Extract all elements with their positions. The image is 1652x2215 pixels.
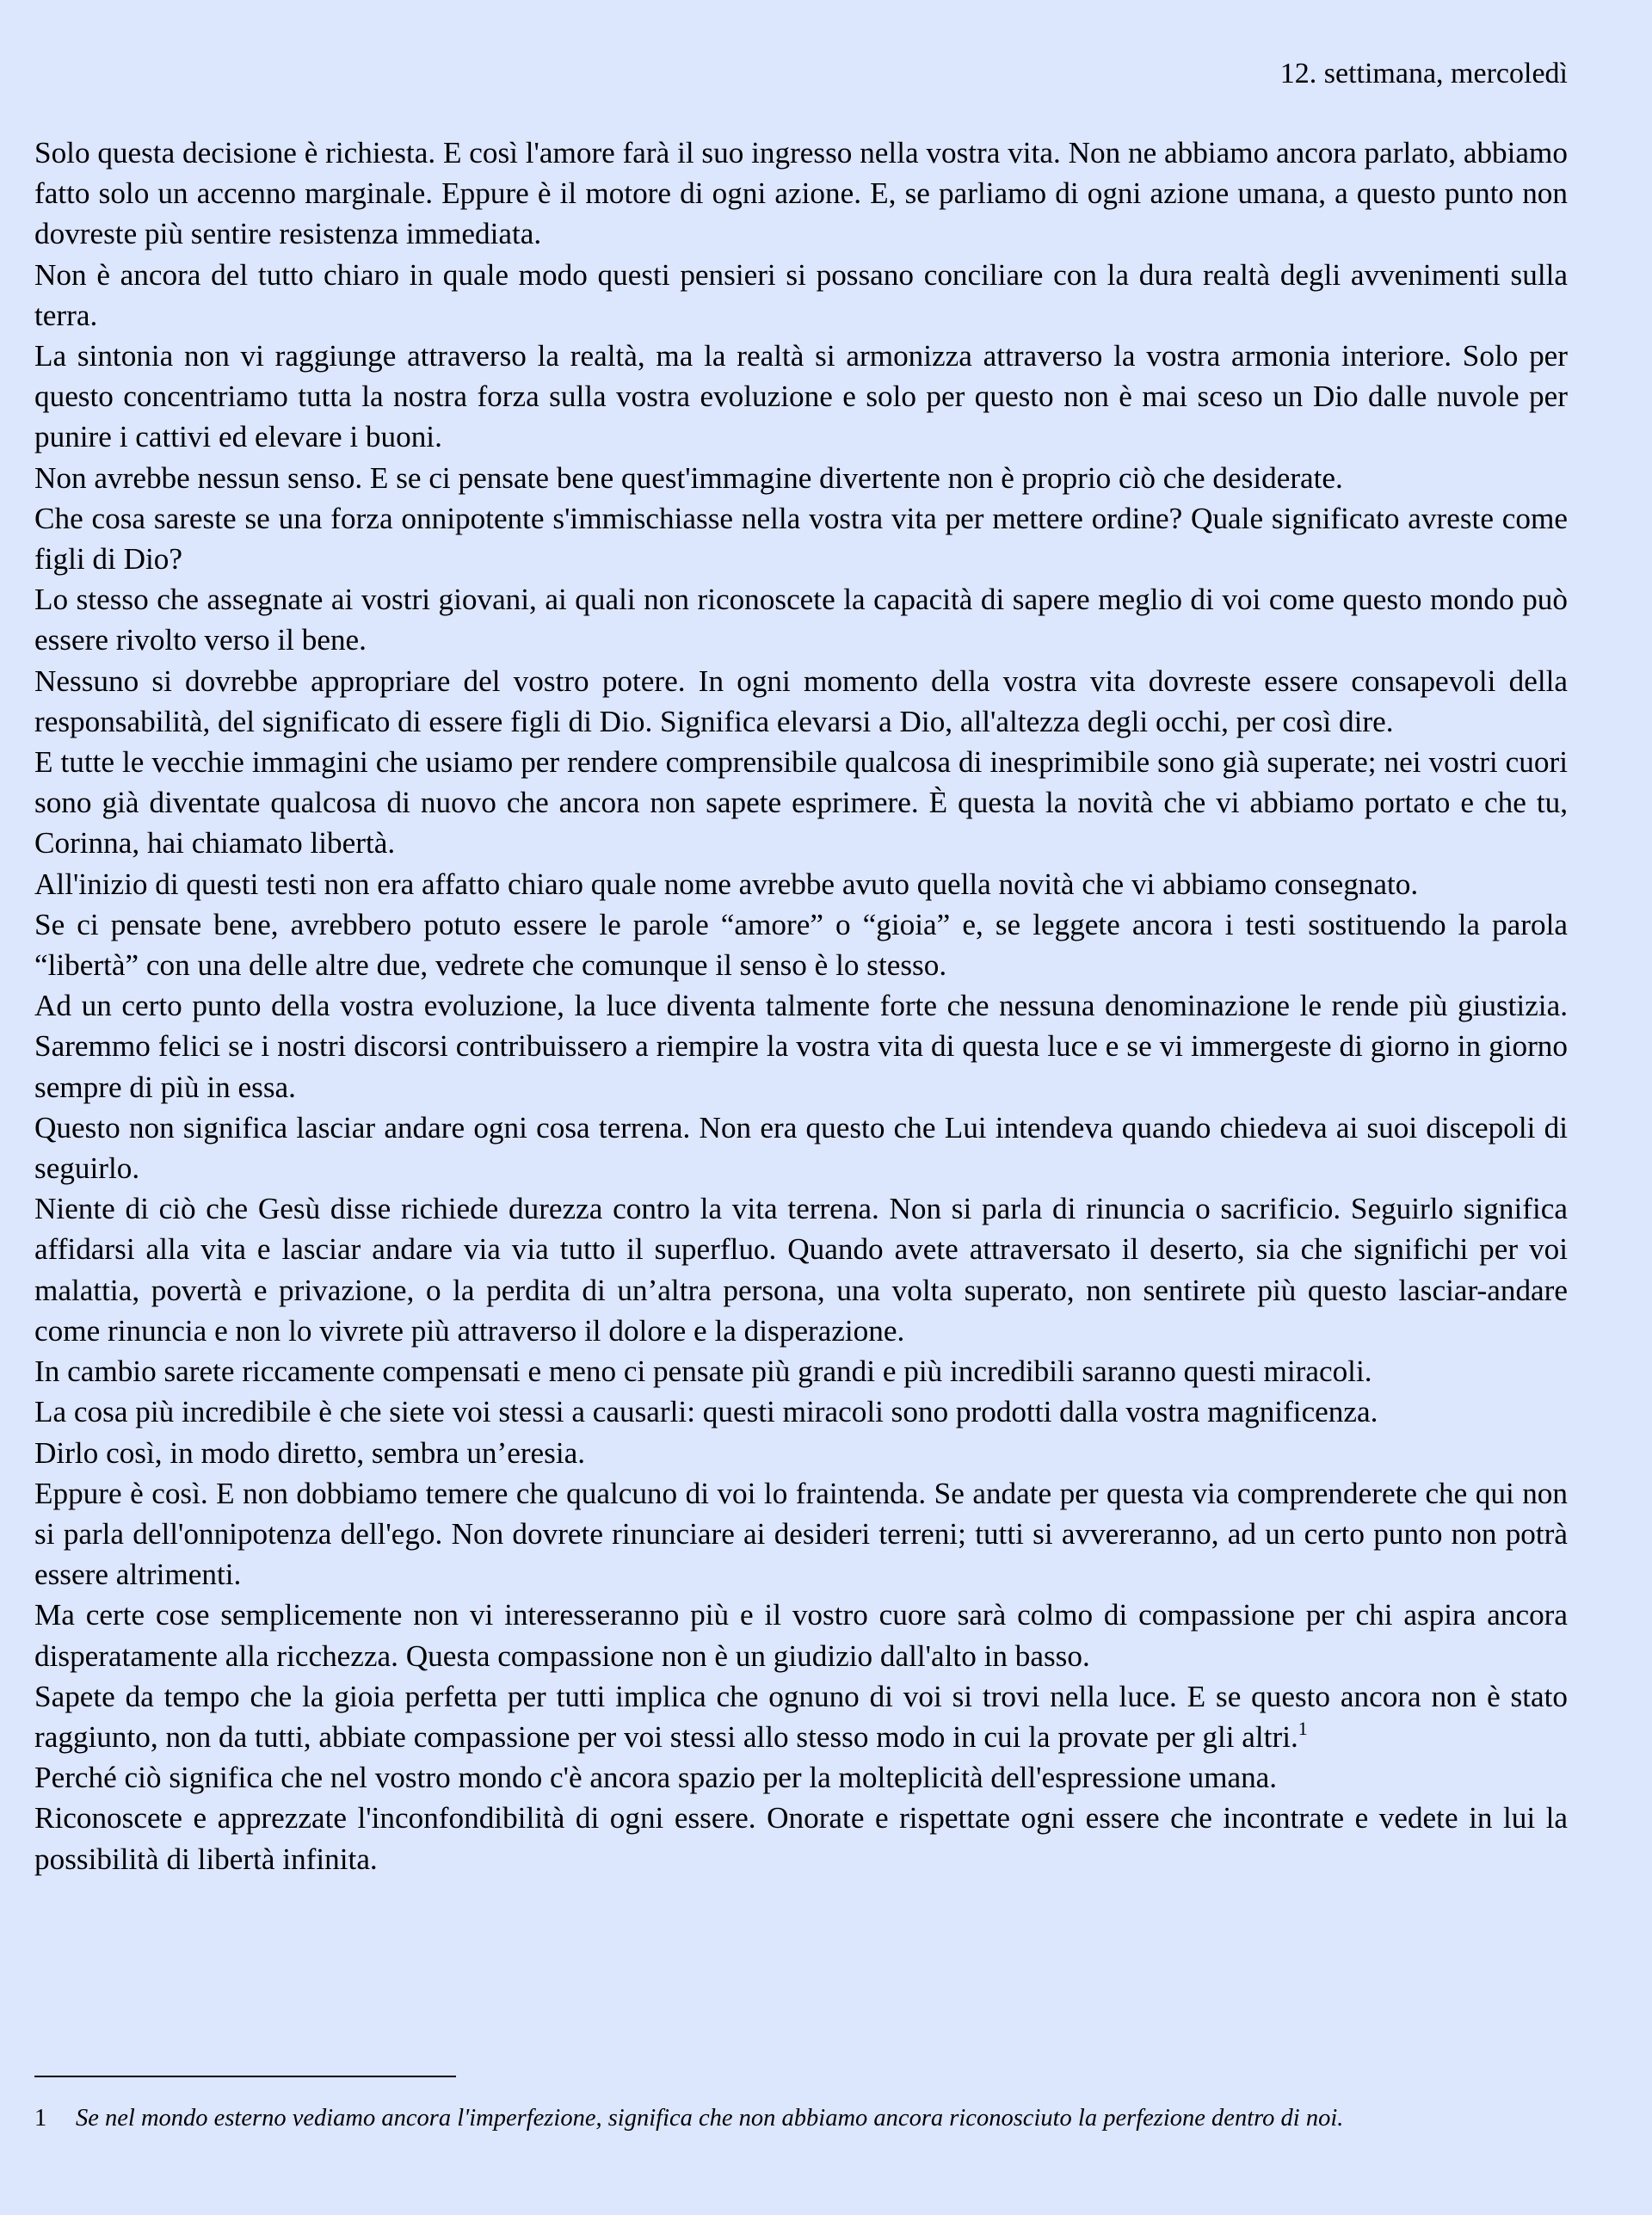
paragraph: La sintonia non vi raggiunge attraverso la realtà, ma la realtà si armonizza attraverso la vostra armonia interiore. Solo per questo concentriamo tutta la nostra forza sulla vostra evoluzione e solo per questo non è mai sceso un Dio dalle nuvole per punire i cattivi ed elevare i buoni.: [34, 339, 1568, 454]
footnote-number: 1: [34, 2105, 47, 2132]
paragraph-with-footnote: [34, 1676, 1568, 1757]
body-text: [34, 133, 1568, 1879]
paragraph: Eppure è così. E non dobbiamo temere che qualcuno di voi lo fraintenda. Se andate per questa via comprenderete che qui non si parla dell'onnipotenza dell'ego. Non dovrete rinunciare ai desideri terreni; tutti si avvereranno, ad un certo punto non potrà essere altrimenti.: [34, 1476, 1568, 1592]
paragraph: Questo non significa lasciar andare ogni cosa terrena. Non era questo che Lui intendeva quando chiedeva ai suoi discepoli di seguirlo.: [34, 1110, 1568, 1186]
paragraph: In cambio sarete riccamente compensati e meno ci pensate più grandi e più incredibili saranno questi miracoli.: [34, 1354, 1372, 1389]
paragraph: Perché ciò significa che nel vostro mondo c'è ancora spazio per la molteplicità dell'espressione umana.: [34, 1761, 1278, 1795]
footnote-separator: [34, 2076, 456, 2077]
paragraph: Non avrebbe nessun senso. E se ci pensate bene quest'immagine divertente non è proprio ciò che desiderate.: [34, 460, 1343, 495]
paragraph: Ad un certo punto della vostra evoluzione, la luce diventa talmente forte che nessuna denominazione le rende più giustizia. Saremmo felici se i nostri discorsi contribuissero a riempire la vostra vita di questa luce e se vi immergeste di giorno in giorno sempre di più in essa.: [34, 989, 1568, 1104]
paragraph: All'inizio di questi testi non era affatto chiaro quale nome avrebbe avuto quella novità che vi abbiamo consegnato.: [34, 867, 1419, 901]
footnote-text: Se nel mondo esterno vediamo ancora l'imperfezione, significa che non abbiamo ancora riconosciuto la perfezione dentro di noi.: [76, 2105, 1344, 2132]
paragraph: Dirlo così, in modo diretto, sembra un’eresia.: [34, 1435, 586, 1470]
footnote: [34, 2100, 1568, 2137]
paragraph: Ma certe cose semplicemente non vi interesseranno più e il vostro cuore sarà colmo di compassione per chi aspira ancora disperatamente alla ricchezza. Questa compassione non è un giudizio dall'alto in basso.: [34, 1598, 1568, 1673]
running-header: 12. settimana, mercoledì: [1279, 58, 1568, 89]
paragraph-text: Sapete da tempo che la gioia perfetta per tutti implica che ognuno di voi si trovi nella luce. E se questo ancora non è stato raggiunto, non da tutti, abbiate compassione per voi stessi allo stesso modo in cui la provate per gli altri.: [34, 1679, 1568, 1754]
paragraph: La cosa più incredibile è che siete voi stessi a causarli: questi miracoli sono prodotti dalla vostra magnificenza.: [34, 1395, 1378, 1429]
paragraph: E tutte le vecchie immagini che usiamo per rendere comprensibile qualcosa di inesprimibile sono già superate; nei vostri cuori sono già diventate qualcosa di nuovo che ancora non sapete esprimere. È questa la novità che vi abbiamo portato e che tu, Corinna, hai chiamato libertà.: [34, 745, 1568, 861]
paragraph: Nessuno si dovrebbe appropriare del vostro potere. In ogni momento della vostra vita dovreste essere consapevoli della responsabilità, del significato di essere figli di Dio. Significa elevarsi a Dio, all'altezza degli occhi, per così dire.: [34, 663, 1568, 738]
paragraph: Riconoscete e apprezzate l'inconfondibilità di ogni essere. Onorate e rispettate ogni essere che incontrate e vedete in lui la possibilità di libertà infinita.: [34, 1801, 1568, 1876]
footnote-reference[interactable]: 1: [1298, 1717, 1308, 1739]
paragraph: Niente di ciò che Gesù disse richiede durezza contro la vita terrena. Non si parla di rinuncia o sacrificio. Seguirlo significa affidarsi alla vita e lasciar andare via via tutto il superfluo. Quando avete attraversato il deserto, sia che significhi per voi malattia, povertà e privazione, o la perdita di un’altra persona, una volta superato, non sentirete più questo lasciar-andare come rinuncia e non lo vivrete più attraverso il dolore e la disperazione.: [34, 1192, 1568, 1348]
paragraph: Solo questa decisione è richiesta. E così l'amore farà il suo ingresso nella vostra vita. Non ne abbiamo ancora parlato, abbiamo fatto solo un accenno marginale. Eppure è il motore di ogni azione. E, se parliamo di ogni azione umana, a questo punto non dovreste più sentire resistenza immediata.: [34, 136, 1568, 251]
paragraph: Lo stesso che assegnate ai vostri giovani, ai quali non riconoscete la capacità di sapere meglio di voi come questo mondo può essere rivolto verso il bene.: [34, 583, 1568, 657]
paragraph: Che cosa sareste se una forza onnipotente s'immischiasse nella vostra vita per mettere ordine? Quale significato avreste come figli di Dio?: [34, 501, 1568, 577]
paragraph: Non è ancora del tutto chiaro in quale modo questi pensieri si possano conciliare con la dura realtà degli avvenimenti sulla terra.: [34, 257, 1568, 332]
paragraph: Se ci pensate bene, avrebbero potuto essere le parole “amore” o “gioia” e, se leggete ancora i testi sostituendo la parola “libertà” con una delle altre due, vedrete che comunque il senso è lo stesso.: [34, 907, 1568, 983]
